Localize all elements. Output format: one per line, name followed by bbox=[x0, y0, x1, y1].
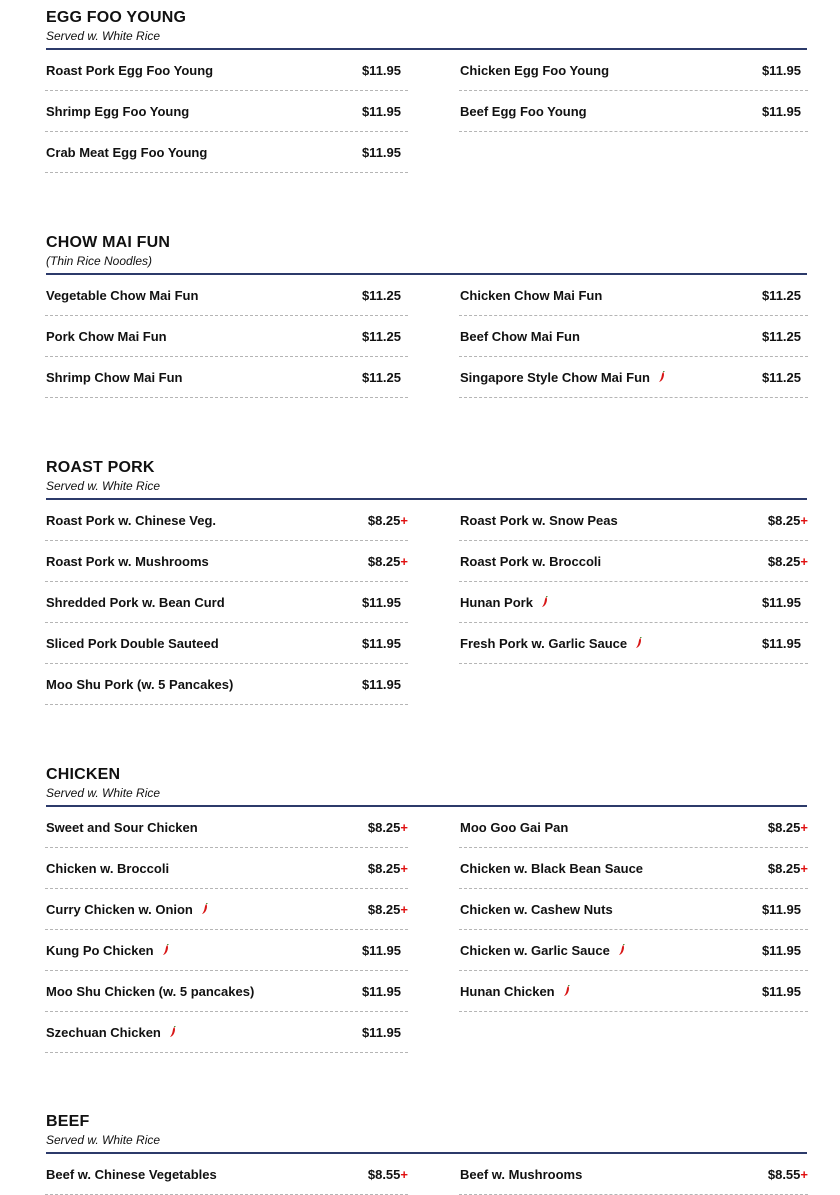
menu-item bbox=[45, 50, 408, 91]
menu-item-price-wrap bbox=[368, 820, 408, 835]
menu-item bbox=[45, 91, 408, 132]
menu-item-name: Roast Pork w. Snow Peas bbox=[460, 512, 618, 528]
menu-item-name-wrap bbox=[45, 329, 167, 344]
menu-item-price-wrap bbox=[762, 329, 808, 344]
menu-item-price-wrap bbox=[762, 636, 808, 651]
menu-item-price: $11.95 bbox=[761, 62, 801, 78]
menu-item bbox=[459, 889, 808, 930]
price-plus-sign: + bbox=[400, 553, 408, 569]
section-title: BEEF bbox=[46, 1113, 90, 1130]
price-plus-sign: + bbox=[800, 512, 808, 528]
menu-item-name: Shrimp Egg Foo Young bbox=[46, 103, 190, 119]
menu-item bbox=[459, 50, 808, 91]
menu-item-name-wrap bbox=[45, 677, 233, 692]
menu-item-price: $8.25 bbox=[767, 553, 801, 569]
menu-item-name: Moo Goo Gai Pan bbox=[460, 819, 569, 835]
menu-item-price-wrap bbox=[762, 288, 808, 303]
section-title: EGG FOO YOUNG bbox=[46, 9, 187, 26]
menu-item-price: $11.95 bbox=[761, 594, 801, 610]
menu-item-name-wrap bbox=[459, 1167, 582, 1182]
menu-item-name-wrap bbox=[45, 595, 225, 610]
price-plus-sign: + bbox=[400, 860, 408, 876]
menu-item bbox=[459, 582, 808, 623]
menu-item-name-wrap bbox=[459, 370, 666, 385]
menu-item-price-wrap bbox=[768, 820, 808, 835]
menu-item-name: Shrimp Chow Mai Fun bbox=[46, 369, 183, 385]
menu-item-name: Moo Shu Chicken (w. 5 pancakes) bbox=[46, 983, 255, 999]
menu-item-name: Fresh Pork w. Garlic Sauce bbox=[460, 635, 628, 651]
menu-column-right bbox=[459, 1154, 808, 1195]
menu-item-price: $11.95 bbox=[361, 635, 401, 651]
menu-item bbox=[45, 582, 408, 623]
price-plus-sign: + bbox=[800, 819, 808, 835]
menu-item bbox=[45, 930, 408, 971]
menu-item-name-wrap bbox=[459, 595, 549, 610]
section-subtitle: (Thin Rice Noodles) bbox=[46, 254, 153, 268]
chili-pepper-icon bbox=[201, 903, 209, 915]
menu-item bbox=[459, 541, 808, 582]
chili-pepper-icon bbox=[563, 985, 571, 997]
menu-item bbox=[45, 316, 408, 357]
menu-item-name-wrap bbox=[45, 513, 216, 528]
menu-item-name: Crab Meat Egg Foo Young bbox=[46, 144, 208, 160]
menu-item-name-wrap bbox=[459, 513, 618, 528]
menu-item-name: Beef Chow Mai Fun bbox=[460, 328, 580, 344]
menu-item-price: $8.25 bbox=[767, 860, 801, 876]
menu-item-price: $11.95 bbox=[761, 983, 801, 999]
menu-item-name: Chicken w. Garlic Sauce bbox=[460, 942, 610, 958]
menu-item-name: Chicken w. Black Bean Sauce bbox=[460, 860, 644, 876]
section-title: CHICKEN bbox=[46, 766, 121, 783]
menu-item-price-wrap bbox=[762, 943, 808, 958]
menu-item-name-wrap bbox=[45, 63, 213, 78]
menu-item-price: $11.25 bbox=[761, 328, 801, 344]
menu-item-name: Szechuan Chicken bbox=[46, 1024, 161, 1040]
menu-item-name: Beef w. Mushrooms bbox=[460, 1166, 583, 1182]
menu-item bbox=[45, 275, 408, 316]
menu-item bbox=[459, 848, 808, 889]
section-title: CHOW MAI FUN bbox=[46, 234, 171, 251]
menu-item-name: Chicken w. Broccoli bbox=[46, 860, 170, 876]
menu-item-name-wrap bbox=[45, 902, 209, 917]
menu-item-price: $11.95 bbox=[361, 594, 401, 610]
menu-item bbox=[459, 971, 808, 1012]
menu-item bbox=[45, 889, 408, 930]
menu-item-price: $11.95 bbox=[361, 62, 401, 78]
menu-item-price-wrap bbox=[362, 63, 408, 78]
menu-item-name-wrap bbox=[459, 902, 613, 917]
menu-item-name: Hunan Chicken bbox=[460, 983, 555, 999]
menu-item bbox=[45, 500, 408, 541]
menu-item bbox=[45, 132, 408, 173]
menu-item-price: $11.95 bbox=[361, 676, 401, 692]
menu-item-name: Shredded Pork w. Bean Curd bbox=[46, 594, 225, 610]
menu-item-price: $8.25 bbox=[367, 819, 401, 835]
menu-item-price: $11.25 bbox=[361, 328, 401, 344]
menu-item-name: Pork Chow Mai Fun bbox=[46, 328, 167, 344]
menu-item-price-wrap bbox=[362, 943, 408, 958]
menu-item-price: $11.25 bbox=[361, 287, 401, 303]
menu-item-name-wrap bbox=[45, 1025, 177, 1040]
menu-item-name-wrap bbox=[459, 984, 571, 999]
price-plus-sign: + bbox=[400, 512, 408, 528]
menu-item-price-wrap bbox=[762, 595, 808, 610]
menu-item bbox=[45, 807, 408, 848]
menu-item bbox=[459, 275, 808, 316]
menu-item bbox=[45, 848, 408, 889]
menu-item-price-wrap bbox=[362, 288, 408, 303]
section-egg-foo-young bbox=[46, 9, 807, 160]
menu-item-price: $8.25 bbox=[367, 512, 401, 528]
menu-item-price: $8.25 bbox=[367, 860, 401, 876]
section-roast-pork bbox=[46, 459, 808, 692]
menu-item-name-wrap bbox=[45, 820, 198, 835]
menu-item-price-wrap bbox=[762, 902, 808, 917]
menu-item-name-wrap bbox=[459, 820, 568, 835]
menu-item-price: $11.95 bbox=[361, 942, 401, 958]
menu-item-price-wrap bbox=[768, 1167, 808, 1182]
menu-item bbox=[45, 623, 408, 664]
menu-item bbox=[459, 930, 808, 971]
section-subtitle: Served w. White Rice bbox=[46, 786, 161, 800]
menu-item-price: $11.25 bbox=[761, 287, 801, 303]
menu-item-price: $11.95 bbox=[361, 983, 401, 999]
chili-pepper-icon bbox=[162, 944, 170, 956]
menu-item-name: Sweet and Sour Chicken bbox=[46, 819, 198, 835]
menu-item-name-wrap bbox=[45, 104, 189, 119]
menu-item bbox=[459, 1154, 808, 1195]
menu-item-name-wrap bbox=[459, 861, 643, 876]
menu-item-name-wrap bbox=[45, 984, 254, 999]
price-plus-sign: + bbox=[800, 553, 808, 569]
menu-item-name-wrap bbox=[459, 329, 580, 344]
menu-column-left bbox=[45, 807, 408, 1053]
menu-item-name-wrap bbox=[45, 861, 169, 876]
menu-item-name-wrap bbox=[45, 554, 209, 569]
menu-item-name: Sliced Pork Double Sauteed bbox=[46, 635, 219, 651]
menu-item-price-wrap bbox=[362, 636, 408, 651]
menu-item-name: Hunan Pork bbox=[460, 594, 533, 610]
menu-item-name-wrap bbox=[45, 370, 183, 385]
menu-item-price-wrap bbox=[762, 370, 808, 385]
menu-item-name: Roast Pork w. Broccoli bbox=[460, 553, 602, 569]
menu-item-price: $11.95 bbox=[761, 901, 801, 917]
menu-item-price-wrap bbox=[362, 1025, 408, 1040]
section-title: ROAST PORK bbox=[46, 459, 155, 476]
menu-column-left bbox=[45, 50, 408, 173]
menu-item-price-wrap bbox=[762, 104, 808, 119]
menu-item bbox=[45, 1154, 408, 1195]
menu-item-name: Kung Po Chicken bbox=[46, 942, 154, 958]
menu-item bbox=[459, 316, 808, 357]
menu-item-name-wrap bbox=[45, 288, 198, 303]
menu-item-price-wrap bbox=[362, 370, 408, 385]
menu-item-name-wrap bbox=[459, 104, 587, 119]
menu-item bbox=[459, 91, 808, 132]
section-subtitle: Served w. White Rice bbox=[46, 1133, 161, 1147]
menu-column-left bbox=[45, 1154, 408, 1195]
menu-item-name: Beef w. Chinese Vegetables bbox=[46, 1166, 217, 1182]
menu-item-price-wrap bbox=[768, 554, 808, 569]
menu-item-name: Roast Pork w. Mushrooms bbox=[46, 553, 209, 569]
menu-item-price-wrap bbox=[768, 861, 808, 876]
menu-item bbox=[45, 664, 408, 705]
chili-pepper-icon bbox=[618, 944, 626, 956]
menu-item-name: Singapore Style Chow Mai Fun bbox=[460, 369, 650, 385]
chili-pepper-icon bbox=[658, 371, 666, 383]
menu-item-name-wrap bbox=[45, 1167, 217, 1182]
menu-item-price-wrap bbox=[362, 677, 408, 692]
menu-item-name: Curry Chicken w. Onion bbox=[46, 901, 193, 917]
menu-item-name: Roast Pork Egg Foo Young bbox=[46, 62, 214, 78]
chili-pepper-icon bbox=[635, 637, 643, 649]
price-plus-sign: + bbox=[400, 901, 408, 917]
menu-item-price: $11.95 bbox=[361, 103, 401, 119]
menu-item-price: $8.55 bbox=[767, 1166, 801, 1182]
menu-item-name-wrap bbox=[459, 554, 601, 569]
menu-item-price-wrap bbox=[368, 1167, 408, 1182]
section-subtitle: Served w. White Rice bbox=[46, 29, 161, 43]
menu-item-price-wrap bbox=[368, 513, 408, 528]
menu-item-price: $8.25 bbox=[767, 819, 801, 835]
menu-item-name: Chicken w. Cashew Nuts bbox=[460, 901, 613, 917]
menu-item-price: $11.25 bbox=[361, 369, 401, 385]
chili-pepper-icon bbox=[541, 596, 549, 608]
menu-item-price: $11.95 bbox=[761, 942, 801, 958]
menu-item-price-wrap bbox=[768, 513, 808, 528]
menu-item-price-wrap bbox=[362, 104, 408, 119]
menu-item-price-wrap bbox=[362, 329, 408, 344]
menu-item bbox=[45, 1012, 408, 1053]
menu-item-price-wrap bbox=[368, 861, 408, 876]
price-plus-sign: + bbox=[400, 1166, 408, 1182]
menu-item-price: $8.25 bbox=[367, 901, 401, 917]
menu-item-price-wrap bbox=[362, 145, 408, 160]
section-beef bbox=[46, 1113, 808, 1182]
menu-item-price: $11.95 bbox=[361, 144, 401, 160]
menu-item-name-wrap bbox=[45, 636, 219, 651]
menu-item bbox=[45, 541, 408, 582]
section-chicken bbox=[46, 766, 808, 1040]
menu-item bbox=[459, 500, 808, 541]
menu-item-name: Roast Pork w. Chinese Veg. bbox=[46, 512, 217, 528]
menu-item-price-wrap bbox=[762, 984, 808, 999]
menu-item-name: Beef Egg Foo Young bbox=[460, 103, 587, 119]
menu-item bbox=[459, 807, 808, 848]
menu-item-price: $8.25 bbox=[767, 512, 801, 528]
menu-item-name: Chicken Egg Foo Young bbox=[460, 62, 610, 78]
menu-item-name: Moo Shu Pork (w. 5 Pancakes) bbox=[46, 676, 234, 692]
section-subtitle: Served w. White Rice bbox=[46, 479, 161, 493]
menu-column-right bbox=[459, 500, 808, 664]
menu-item-price: $11.25 bbox=[761, 369, 801, 385]
menu-item-name-wrap bbox=[45, 145, 207, 160]
menu-item-price: $11.95 bbox=[761, 103, 801, 119]
menu-item bbox=[459, 623, 808, 664]
menu-item-price-wrap bbox=[368, 902, 408, 917]
menu-item-price: $11.95 bbox=[361, 1024, 401, 1040]
section-chow-mai-fun bbox=[46, 234, 807, 385]
menu-item-price-wrap bbox=[368, 554, 408, 569]
menu-item-name: Chicken Chow Mai Fun bbox=[460, 287, 603, 303]
price-plus-sign: + bbox=[800, 1166, 808, 1182]
menu-item-name-wrap bbox=[45, 943, 170, 958]
menu-column-right bbox=[459, 50, 808, 132]
menu-column-left bbox=[45, 500, 408, 705]
menu-item-name-wrap bbox=[459, 636, 643, 651]
menu-column-right bbox=[459, 275, 808, 398]
menu-item-name-wrap bbox=[459, 63, 609, 78]
menu-item bbox=[45, 971, 408, 1012]
menu-item-name-wrap bbox=[459, 943, 626, 958]
menu-item-name: Vegetable Chow Mai Fun bbox=[46, 287, 199, 303]
menu-item-price: $8.55 bbox=[367, 1166, 401, 1182]
menu-item bbox=[459, 357, 808, 398]
menu-item-price-wrap bbox=[362, 595, 408, 610]
chili-pepper-icon bbox=[169, 1026, 177, 1038]
menu-item bbox=[45, 357, 408, 398]
menu-item-price-wrap bbox=[362, 984, 408, 999]
menu-item-price: $11.95 bbox=[761, 635, 801, 651]
menu-item-price-wrap bbox=[762, 63, 808, 78]
price-plus-sign: + bbox=[400, 819, 408, 835]
menu-column-left bbox=[45, 275, 408, 398]
menu-item-price: $8.25 bbox=[367, 553, 401, 569]
menu-item-name-wrap bbox=[459, 288, 602, 303]
price-plus-sign: + bbox=[800, 860, 808, 876]
menu-column-right bbox=[459, 807, 808, 1012]
